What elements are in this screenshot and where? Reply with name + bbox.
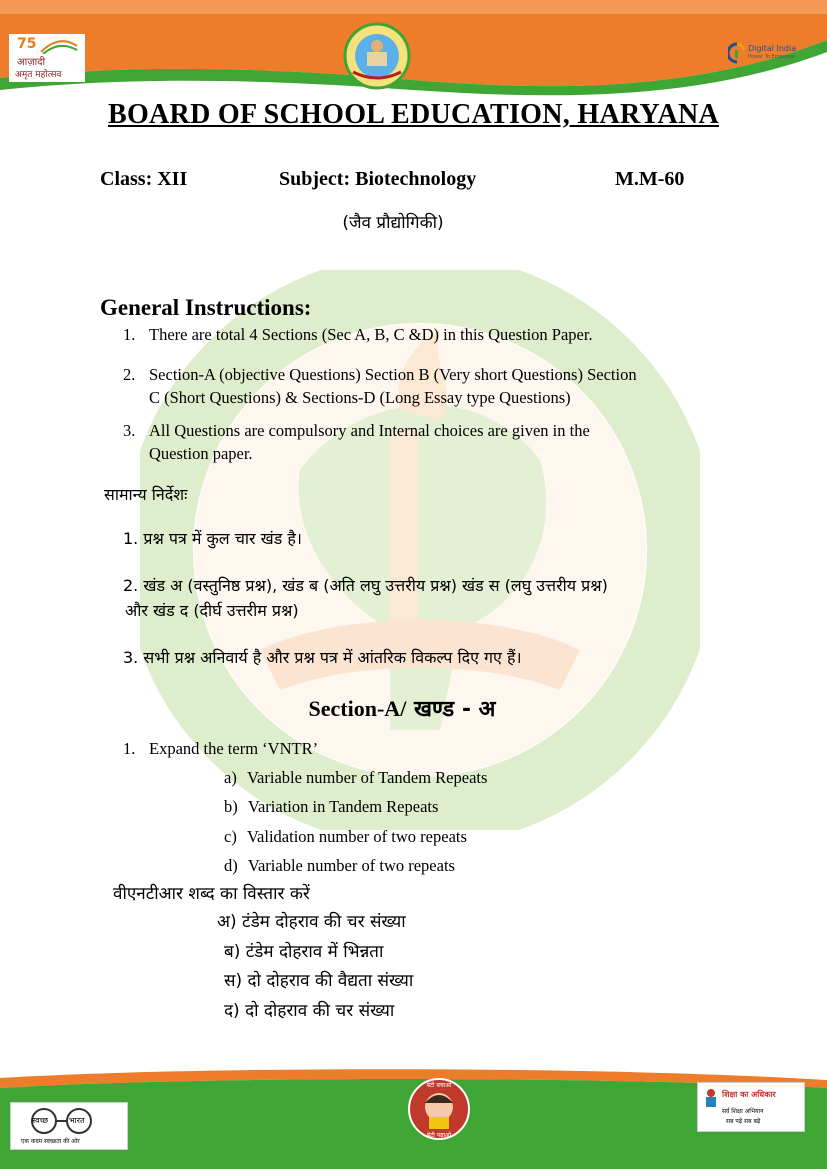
- section-a-heading: [0, 693, 804, 723]
- instruction-number: 3.: [123, 421, 136, 440]
- instruction-item: [123, 419, 743, 465]
- rte-line2: सब पढ़ें सब बढ़ें: [726, 1118, 761, 1125]
- option-text: Variable number of two repeats: [247, 856, 455, 875]
- option-key: c): [224, 827, 237, 846]
- option-item-hindi: अ) टंडेम दोहराव की चर संख्या: [217, 912, 406, 932]
- hindi-instruction-text-cont: और खंड द (दीर्घ उत्तरीम प्रश्न): [125, 601, 299, 620]
- option-key: d): [224, 856, 238, 875]
- azadi-amrit-mahotsav-logo: [9, 34, 85, 82]
- option-key: b): [224, 797, 238, 816]
- option-text: Variation in Tandem Repeats: [247, 797, 439, 816]
- option-text: Variable number of Tandem Repeats: [246, 768, 488, 787]
- option-key: a): [224, 768, 237, 787]
- swachh-bharat-logo: [10, 1102, 128, 1150]
- digital-india-tagline: Power To Empower: [748, 54, 796, 60]
- hindi-instruction-text: 2. खंड अ (वस्तुनिष्ठ प्रश्न), खंड ब (अति लघु उत्तरीय प्रश्न) खंड स (लघु उत्तरीय प्रश्न): [123, 576, 608, 595]
- logo-line2: अमृत महोत्सव: [15, 70, 62, 80]
- option-item-hindi: द) दो दोहराव की चर संख्या: [224, 1001, 395, 1021]
- hindi-instruction-item: [123, 646, 763, 670]
- subject-label: Subject: Biotechnology: [279, 168, 477, 190]
- page-title: BOARD OF SCHOOL EDUCATION, HARYANA: [107, 99, 720, 130]
- general-instructions-heading: General Instructions:: [100, 295, 312, 320]
- instruction-number: 2.: [123, 365, 136, 384]
- max-marks-label: M.M-60: [615, 168, 685, 190]
- question-text: Expand the term ‘VNTR’: [149, 739, 319, 758]
- hindi-instruction-text: 3. सभी प्रश्न अनिवार्य है और प्रश्न पत्र में आंतरिक विकल्प दिए गए हैं।: [123, 648, 522, 667]
- instruction-item: [123, 323, 733, 346]
- beti-bachao-top: बेटी बचाओ: [426, 1082, 452, 1089]
- option-text: Validation number of two repeats: [246, 827, 467, 846]
- rte-title: शिक्षा का अधिकार: [722, 1090, 776, 1099]
- logo-number: 75: [17, 36, 37, 52]
- question-number: 1.: [123, 739, 136, 758]
- beti-bachao-logo: [407, 1077, 471, 1141]
- swachh-line2: भारत: [69, 1116, 85, 1125]
- digital-india-title: Digital India: [748, 44, 797, 53]
- rte-line1: सर्व शिक्षा अभियान: [722, 1108, 764, 1115]
- swachh-line1: स्वच्छ: [32, 1116, 49, 1125]
- instruction-text: There are total 4 Sections (Sec A, B, C &D) in this Question Paper.: [149, 325, 593, 344]
- instruction-text-cont: Question paper.: [149, 444, 253, 463]
- hindi-instruction-item: [123, 573, 763, 623]
- section-label-hi: खण्ड - अ: [406, 697, 496, 722]
- class-label: Class: XII: [100, 168, 188, 190]
- shiksha-ka-adhikar-logo: [697, 1082, 805, 1132]
- hindi-instruction-item: [123, 527, 763, 551]
- instruction-text-cont: C (Short Questions) & Sections-D (Long Essay type Questions): [149, 388, 571, 407]
- instruction-item: [123, 363, 743, 409]
- hindi-instruction-text: 1. प्रश्न पत्र में कुल चार खंड है।: [123, 529, 302, 548]
- subject-hindi: (जैव प्रौद्योगिकी): [342, 213, 444, 233]
- logo-line1: आज़ादी: [17, 57, 46, 68]
- header-band: [0, 0, 827, 96]
- option-item: [224, 795, 624, 818]
- digital-india-logo: [728, 40, 818, 68]
- question-text-hindi: वीएनटीआर शब्द का विस्तार करें: [113, 884, 310, 904]
- instruction-text: All Questions are compulsory and Internal choices are given in the: [149, 421, 590, 440]
- beti-bachao-bottom: बेटी पढ़ाओ: [426, 1132, 452, 1139]
- instruction-number: 1.: [123, 325, 136, 344]
- swachh-tagline: एक कदम स्वच्छता की ओर: [21, 1138, 80, 1145]
- option-item: [224, 825, 624, 848]
- option-item: [224, 854, 624, 877]
- question-1: [123, 737, 683, 760]
- option-item-hindi: स) दो दोहराव की वैद्यता संख्या: [224, 971, 414, 991]
- hindi-instructions-heading: सामान्य निर्देशः: [104, 485, 188, 504]
- board-emblem: [343, 22, 411, 90]
- instruction-text: Section-A (objective Questions) Section B (Very short Questions) Section: [149, 365, 637, 384]
- option-item-hindi: ब) टंडेम दोहराव में भिन्नता: [224, 942, 384, 962]
- option-item: [224, 766, 624, 789]
- section-label-en: Section-A/: [308, 696, 407, 721]
